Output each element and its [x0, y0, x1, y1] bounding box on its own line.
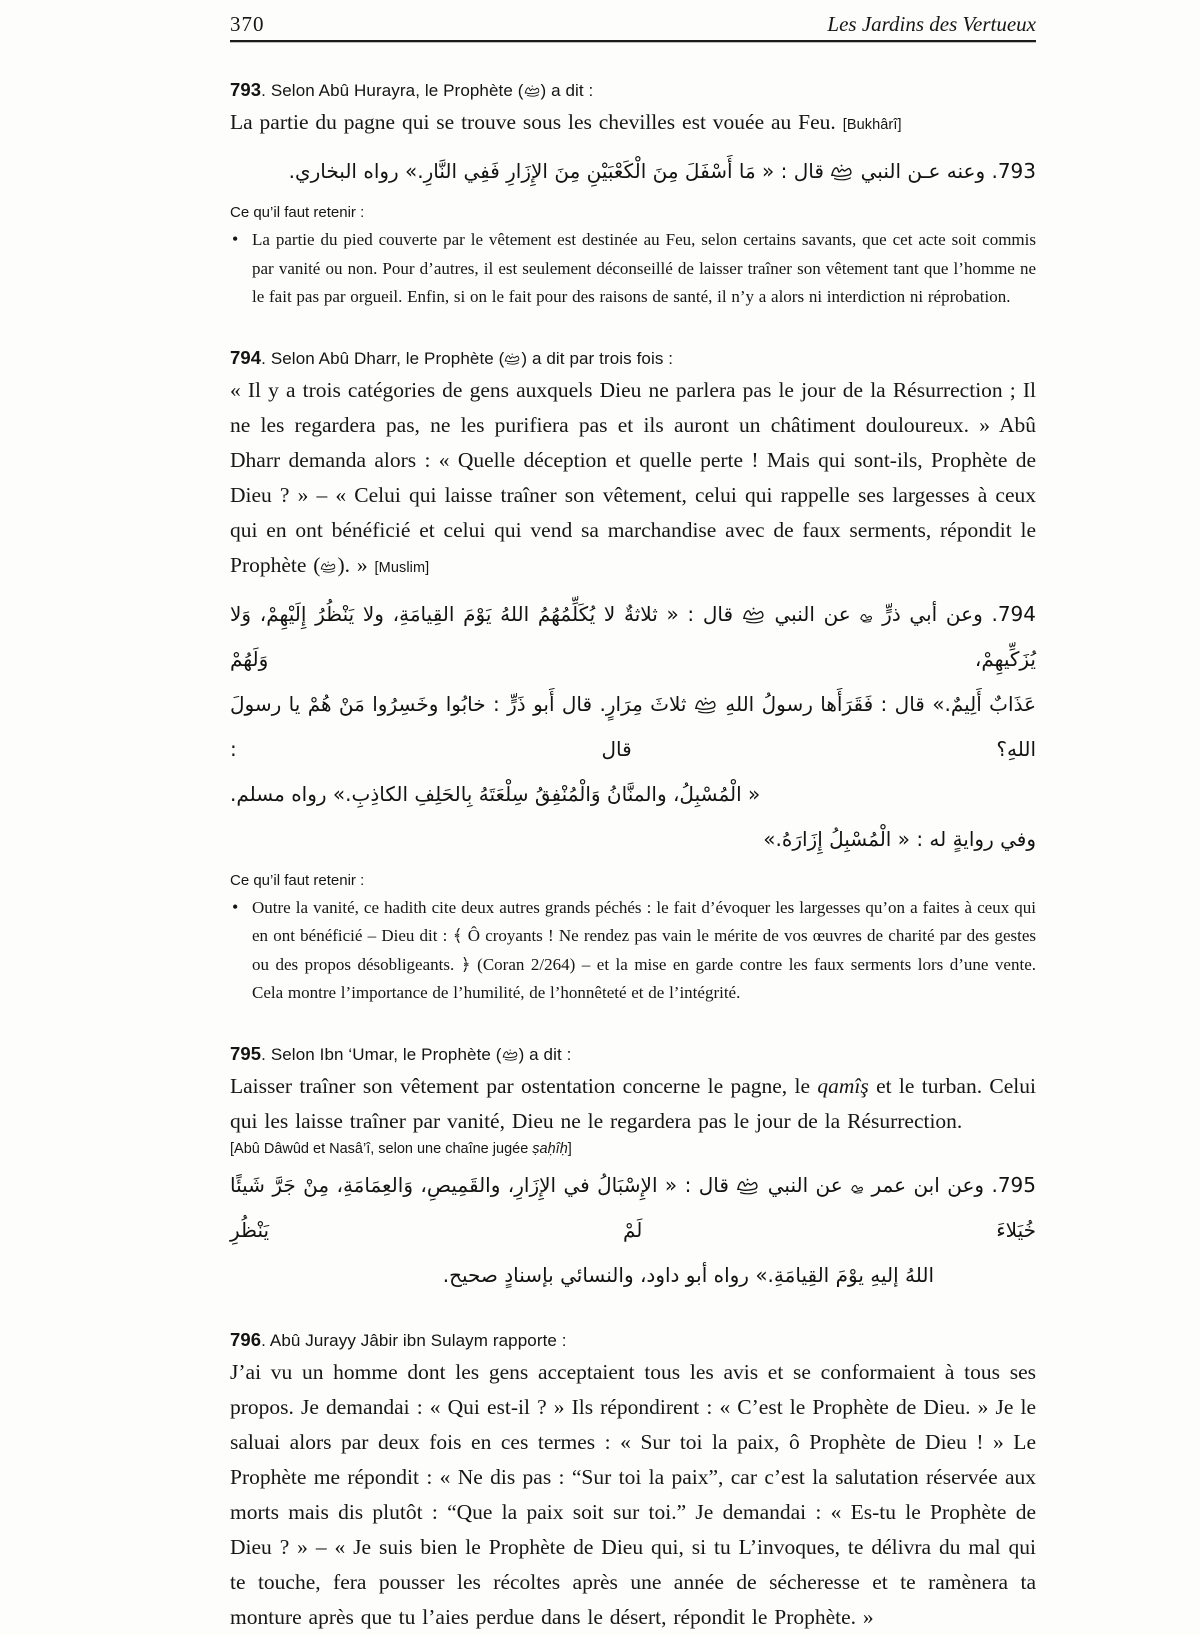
heading-text: . Abû Jurayy Jâbir ibn Sulaym rapporte :: [261, 1330, 567, 1350]
arabic-text: 795. وعن ابن عمر: [864, 1172, 1036, 1197]
hadith-795: [230, 1042, 1036, 1298]
hadith-heading: [230, 78, 1036, 102]
prophet-honorific-icon: [830, 163, 854, 182]
arabic-line: [230, 592, 1036, 682]
source-text: [Abû Dâwûd et Nasâ’î, selon une chaîne jugée: [230, 1140, 533, 1157]
prophet-honorific-icon: [320, 560, 337, 574]
retenir-label: Ce qu’il faut retenir :: [230, 204, 365, 221]
arabic-text: « الْمُسْبِلُ، والمنَّانُ وَالْمُنْفِقُ سِلْعَتَهُ بِالحَلِفِ الكاذِبِ.» رواه مسلم.: [230, 781, 761, 806]
prophet-honorific-icon: [694, 696, 718, 715]
hadith-arabic: [230, 592, 1036, 862]
french-text-tail: ). »: [337, 552, 375, 577]
arabic-text: قال : « الإِسْبَالُ في الإِزَارِ، والقَمِيصِ، وَالعِمَامَةِ، مِنْ جَرَّ شَيئًا خُيَلاءَ لَمْ يَنْظُرِ: [230, 1172, 1036, 1242]
arabic-text: ثلاثَ مِرَارٍ. قال أَبو ذَرٍّ : خابُوا وخَسِرُوا مَنْ هُمْ يا رسولَ اللهِ؟ قال :: [230, 691, 1036, 761]
prophet-honorific-icon: [742, 606, 766, 625]
hadith-french-text: [230, 1069, 1036, 1139]
arabic-line: [230, 1253, 1036, 1298]
hadith-heading: [230, 1042, 1036, 1066]
hadith-number: 796: [230, 1328, 262, 1350]
italic-term: qamîş: [817, 1073, 869, 1098]
bullet-icon: •: [232, 229, 239, 249]
retenir-text: Outre la vanité, ce hadith cite deux autres grands péchés : le fait d’évoquer les largesses qu’on a faites à ceux qui en ont bénéficié – Dieu dit : ﴾ Ô croyants ! Ne rendez pas vain le mérite de vos œuvres de charité par des gestes ou des propos désobligeants. ﴿ (Coran 2/264) – et la mise en garde contre les faux serments lors d’une vente. Cela montre l’importance de l’humilité, de l’honnêteté et de l’intégrité.: [252, 897, 1036, 1002]
retenir-text: La partie du pied couverte par le vêtement est destinée au Feu, selon certains savants, que cet acte soit commis par vanité ou non. Pour d’autres, il est seulement déconseillé de laisser traîner son vêtement tant que l’homme ne le fait pas par orgueil. Enfin, si on le fait pour des raisons de santé, il n’y a alors ni interdiction ni réprobation.: [252, 230, 1036, 306]
hadith-french-text: [230, 105, 1036, 143]
arabic-text: 793. وعنه عـن النبي: [854, 159, 1036, 183]
companion-honorific-icon: [850, 1182, 864, 1194]
source-tag: [Muslim]: [374, 559, 430, 576]
hadith-796: [230, 1328, 1036, 1635]
header-rule: [230, 40, 1036, 42]
source-line: [230, 1141, 1036, 1157]
hadith-794: [230, 346, 1036, 1008]
arabic-text: قال : « مَا أَسْفَلَ مِنَ الْكَعْبَيْنِ مِنَ الإِزَارِ فَفِي النَّارِ.» رواه البخاري.: [288, 159, 831, 183]
retenir-label: Ce qu’il faut retenir :: [230, 871, 365, 889]
arabic-line: [230, 682, 1036, 772]
prophet-honorific-icon: [524, 84, 541, 98]
prophet-honorific-icon: [736, 1177, 760, 1196]
page-number: 370: [230, 12, 265, 36]
hadith-french-text: [230, 1355, 1036, 1635]
text-column: [230, 12, 1036, 1635]
arabic-text: عن النبي: [760, 1172, 851, 1197]
arabic-text: اللهُ إليهِ يوْمَ القِيامَةِ.» رواه أبو داود، والنسائي بإسنادٍ صحيح.: [442, 1262, 934, 1287]
heading-text: . Selon Abû Dharr, le Prophète (: [261, 348, 505, 368]
source-text-tail: ]: [567, 1140, 572, 1157]
french-text: La partie du pagne qui se trouve sous les chevilles est vouée au Feu.: [230, 110, 843, 134]
hadith-number: 795: [230, 1042, 262, 1064]
arabic-text: قال : « ثلاثةٌ لا يُكَلِّمُهُمُ اللهُ يَوْمَ القِيامَةِ، ولا يَنْظُرُ إِلَيْهِمْ، وَلا يُزَكِّيهِمْ، وَلَهُمْ: [230, 601, 1036, 671]
french-text-tail: et le turban. Celui qui les laisse traîner par vanité, Dieu ne le regardera pas le jour de la Résurrection.: [230, 1073, 1036, 1133]
arabic-line: [230, 1163, 1036, 1253]
arabic-text: وفي روايةٍ له : « الْمُسْبِلُ إِزَارَهُ.»: [763, 826, 1036, 851]
prophet-honorific-icon: [502, 1048, 519, 1062]
heading-text: . Selon Ibn ‘Umar, le Prophète (: [261, 1044, 502, 1064]
hadith-arabic: [230, 1163, 1036, 1298]
book-title: Les Jardins des Vertueux: [827, 12, 1036, 36]
arabic-line: [230, 772, 1036, 817]
arabic-line: [230, 817, 1036, 862]
french-text: J’ai vu un homme dont les gens acceptaient tous les avis et se conformaient à tous ses propos. Je demandai : « Qui est-il ? » Ils répondirent : « C’est le Prophète de Dieu. » Je le saluai alors par deux fois en ces termes : « Sur toi la paix, ô Prophète de Dieu ! » Le Prophète me répondit : « Ne dis pas : “Sur toi la paix”, car c’est la salutation réservée aux morts mais dis plutôt : “Que la paix soit sur toi.” Je demandai : « Es-tu le Prophète de Dieu ? » – « Je suis bien le Prophète de Dieu qui, si tu L’invoques, te délivra du mal qui te touche, fera pousser les récoltes après une année de sécheresse et te ramènera ta monture après que tu l’aies perdue dans le désert, répondit le Prophète. »: [230, 1359, 1036, 1629]
heading-text: . Selon Abû Hurayra, le Prophète (: [261, 81, 524, 100]
retenir-item: [230, 894, 1036, 1008]
hadith-french-text: [230, 373, 1036, 586]
running-header: [230, 12, 1036, 37]
heading-text-tail: ) a dit par trois fois :: [521, 348, 674, 368]
arabic-text: عَذَابٌ أَلِيمٌ.» قال : فَقَرَأَها رسولُ اللهِ: [717, 691, 1037, 716]
heading-text-tail: ) a dit :: [518, 1044, 572, 1064]
hadith-793: [230, 78, 1036, 312]
arabic-text: 794. وعن أبي ذرٍّ: [873, 601, 1036, 626]
arabic-line: [230, 149, 1036, 194]
hadith-heading: [230, 1328, 1036, 1352]
source-tag: [Bukhârî]: [842, 117, 902, 133]
arabic-text: عن النبي: [765, 601, 860, 626]
prophet-honorific-icon: [504, 352, 521, 366]
bullet-icon: •: [232, 896, 239, 917]
hadith-heading: [230, 346, 1036, 370]
hadith-number: 793: [230, 79, 262, 100]
italic-term: ṣaḥîḥ: [532, 1140, 568, 1157]
retenir-item: [230, 226, 1036, 312]
heading-text-tail: ) a dit :: [540, 81, 594, 100]
companion-honorific-icon: [859, 611, 873, 623]
hadith-number: 794: [230, 346, 262, 368]
french-text: « Il y a trois catégories de gens auxquels Dieu ne parlera pas le jour de la Résurrection ; Il ne les regardera pas, ne les purifiera pas et ils auront un châtiment douloureux. » Abû Dharr demanda alors : « Quelle déception et quelle perte ! Mais qui sont-ils, Prophète de Dieu ? » – « Celui qui laisse traîner son vêtement, celui qui rappelle ses largesses à ceux qui en ont bénéficié et celui qui vend sa marchandise avec de faux serments, répondit le Prophète (: [230, 377, 1036, 577]
french-text: Laisser traîner son vêtement par ostentation concerne le pagne, le: [230, 1073, 818, 1098]
hadith-arabic: [230, 149, 1036, 194]
